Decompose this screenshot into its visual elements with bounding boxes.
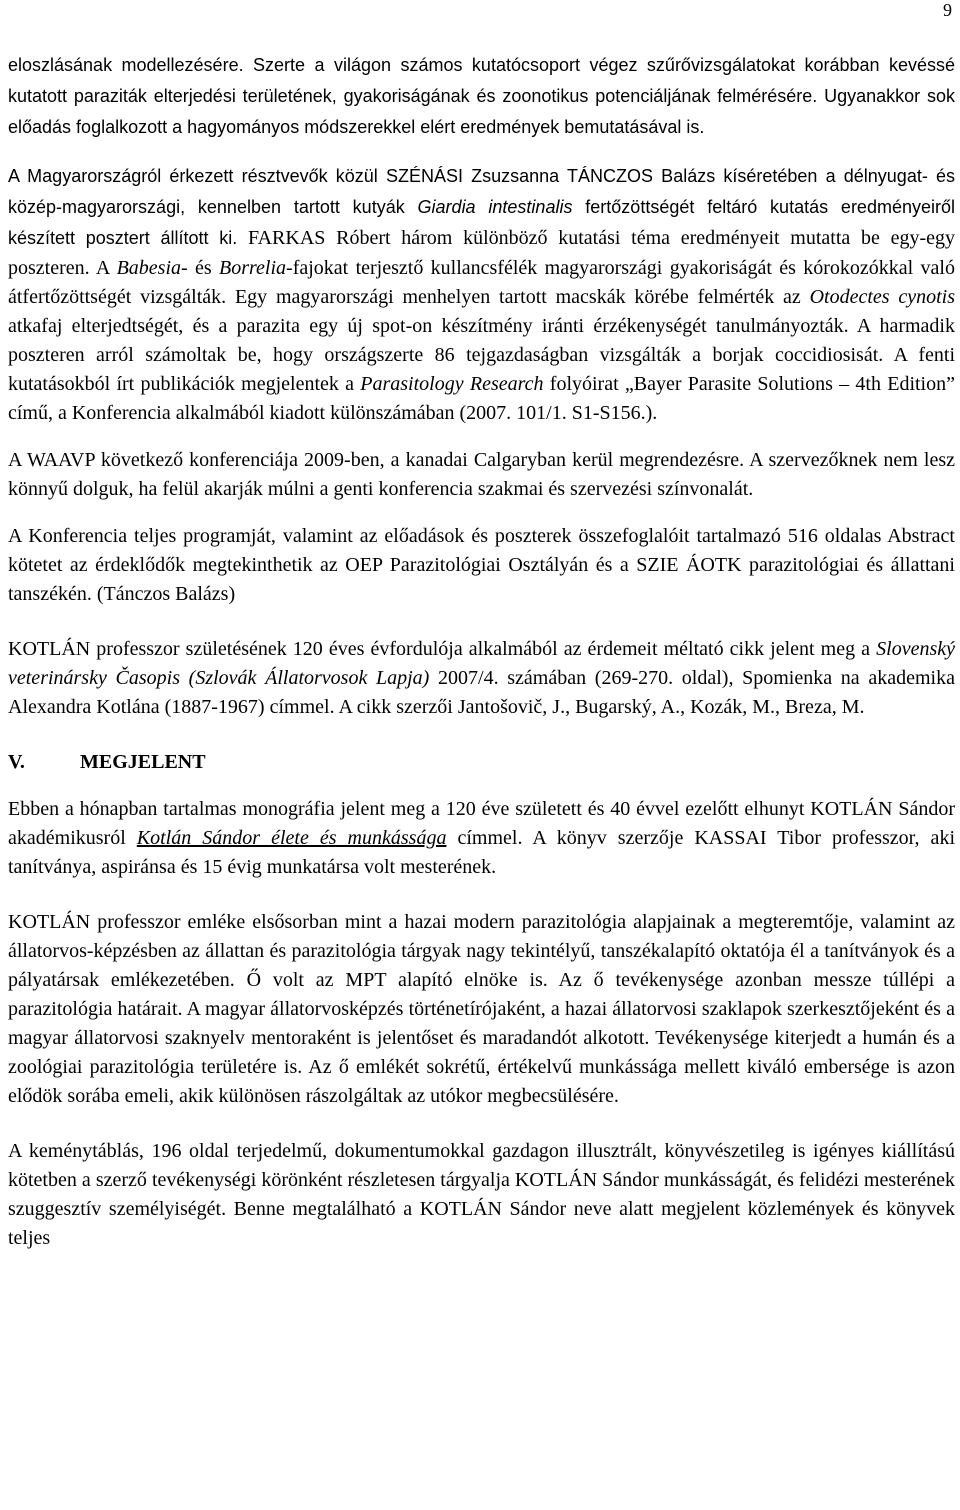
species-borrelia: Borrelia [219, 257, 287, 279]
species-babesia: Babesia [116, 257, 181, 279]
paragraph-book-description: A keménytáblás, 196 oldal terjedelmű, dokumentumokkal gazdagon illusztrált, könyvészetileg is igényes kiállítású kötetben a szerző tevékenységi körönként részletesen tárgyalja KOTLÁN Sándor munkásságát, és felidézi mesterének szuggesztív személyiségét. Benne megtalálható a KOTLÁN Sándor neve alatt megjelent közlemények és könyvek teljes [8, 1140, 955, 1249]
section-number: V. [8, 751, 25, 773]
section-title: MEGJELENT [80, 751, 206, 773]
book-title: Kotlán Sándor élete és munkássága [136, 827, 447, 849]
journal-slovensky-veterinarsky: Slovenský veterinársky Časopis (Szlovák Állatorvosok Lapja) [8, 638, 955, 689]
paragraph-next-conference: A WAAVP következő konferenciája 2009-ben, a kanadai Calgaryban kerül megrendezésre. A szervezőknek nem lesz könnyű dolguk, ha felül akarják múlni a genti konferencia szakmai és szervezési színvonalát. [8, 449, 955, 500]
journal-parasitology-research: Parasitology Research [360, 373, 544, 395]
section-heading [8, 748, 955, 777]
species-otodectes: Otodectes cynotis [809, 286, 955, 308]
species-giardia: Giardia intestinalis [417, 197, 573, 217]
paragraph-monograph: Ebben a hónapban tartalmas monográfia jelent meg a 120 éve született és 40 évvel ezelőtt elhunyt KOTLÁN Sándor akadémikusról Kotlán Sándor élete és munkássága címmel. A könyv szerzője KASSAI Tibor professzor, aki tanítványa, aspiránsa és 15 évig munkatársa volt mesterének. [8, 798, 955, 878]
document-body [8, 50, 955, 1253]
paragraph-kotlan-legacy: KOTLÁN professzor emléke elsősorban mint a hazai modern parazitológia alapjainak a megteremtője, valamint az állatorvos-képzésben az állattan és parazitológia tárgyak nagy tekintélyű, tanszékalapító oktatója él a tanítványok és a pályatársak emlékezetében. Ő volt az MPT alapító elnöke is. Az ő tevékenysége azonban messze túllépi a parazitológia határait. A magyar állatorvosképzés történetírójaként, a hazai állatorvosi szaklapok szerkesztőjeként és a magyar állatorvosi szaknyelv mentoraként is jelentőset és maradandót alkotott. Tevékenysége kiterjedt a humán és a zoológiai parazitológia területére is. Az ő emlékét sokrétű, értékelvű munkássága mellett kiváló embersége is azon elődök sorába emeli, akik különösen rászolgáltak az utókor megbecsülésére. [8, 911, 955, 1107]
paragraph-hungarian-participants: A Magyarországról érkezett résztvevők közül SZÉNÁSI Zsuzsanna TÁNCZOS Balázs kíséretében a délnyugat- és közép-magyarországi, kennelben tartott kutyák Giardia intestinalis fertőzöttségét feltáró kutatás eredményeiről készített posztert állított ki. FARKAS Róbert három különböző kutatási téma eredményeit mutatta be egy-egy poszteren. A Babesia- és Borrelia-fajokat terjesztő kullancsfélék magyarországi gyakoriságát és kórokozókkal való átfertőzöttségét vizsgálták. Egy magyarországi menhelyen tartott macskák körébe felmérték az Otodectes cynotis atkafaj elterjedtségét, és a parazita egy új spot-on készítmény iránti érzékenységét tanulmányozták. A harmadik poszteren arról számoltak be, hogy országszerte 86 tejgazdaságban vizsgálták a borjak coccidiosisát. A fenti kutatásokból írt publikációk megjelentek a Parasitology Research folyóirat „Bayer Parasite Solutions – 4th Edition” című, a Konferencia alkalmából kiadott különszámában (2007. 101/1. S1-S156.). [8, 166, 955, 424]
paragraph-kotlan-anniversary: KOTLÁN professzor születésének 120 éves évfordulója alkalmából az érdemeit méltató cikk jelent meg a Slovenský veterinársky Časopis (Szlovák Állatorvosok Lapja) 2007/4. számában (269-270. oldal), Spomienka na akademika Alexandra Kotlána (1887-1967) címmel. A cikk szerzői Jantošovič, J., Bugarský, A., Kozák, M., Breza, M. [8, 638, 955, 718]
paragraph-intro-continuation: eloszlásának modellezésére. Szerte a világon számos kutatócsoport végez szűrővizsgálatokat korábban kevéssé kutatott paraziták elterjedési területének, gyakoriságának és zoonotikus potenciáljának felmérésére. Ugyanakkor sok előadás foglalkozott a hagyományos módszerekkel elért eredmények bemutatásával is. [8, 55, 955, 137]
page-number: 9 [943, 0, 952, 20]
paragraph-abstract-volume: A Konferencia teljes programját, valamint az előadások és poszterek összefoglalóit tartalmazó 516 oldalas Abstract kötetet az érdeklődők megtekinthetik az OEP Parazitológiai Osztályán és a SZIE ÁOTK parazitológiai és állattani tanszékén. (Tánczos Balázs) [8, 525, 955, 605]
